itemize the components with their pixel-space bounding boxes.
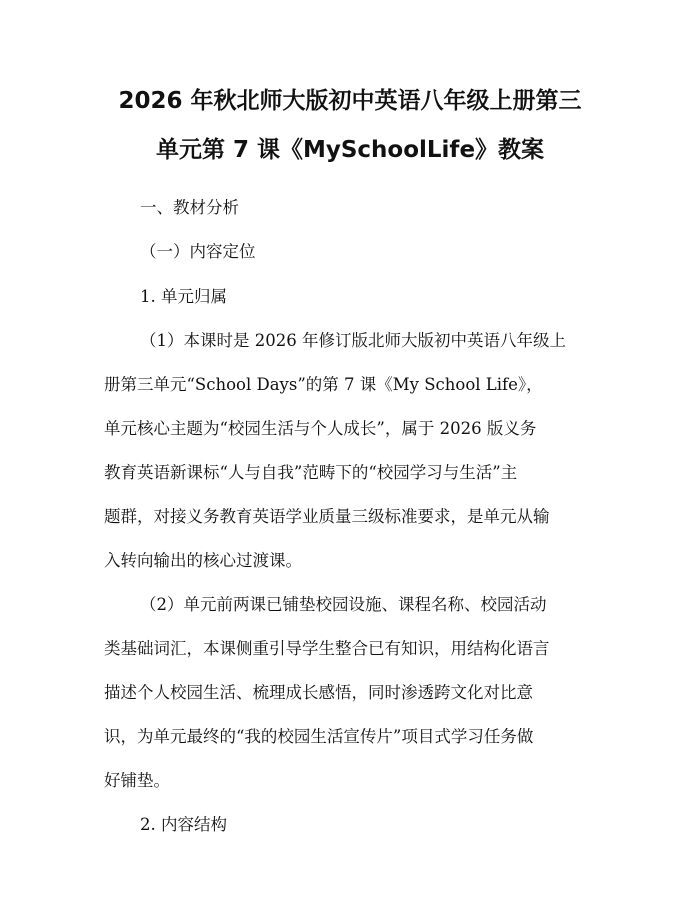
paragraph-1-line-5: 题群，对接义务教育英语学业质量三级标准要求，是单元从输 — [104, 507, 550, 526]
paragraph-1-line-2: 册第三单元“School Days”的第 7 课《My School Life》， — [104, 375, 543, 394]
paragraph-2-line-4: 识，为单元最终的“我的校园生活宣传片”项目式学习任务做 — [104, 727, 534, 746]
paragraph-2-line-1: （2）单元前两课已铺垫校园设施、课程名称、校园活动 — [140, 595, 547, 614]
paragraph-2-line-5: 好铺垫。 — [104, 771, 170, 790]
paragraph-1-line-6: 入转向输出的核心过渡课。 — [104, 551, 302, 570]
item-heading-2: 2. 内容结构 — [140, 815, 227, 834]
paragraph-2-line-2: 类基础词汇，本课侧重引导学生整合已有知识，用结构化语言 — [104, 639, 550, 658]
paragraph-1-line-3: 单元核心主题为“校园生活与个人成长”，属于 2026 版义务 — [104, 419, 537, 438]
document-title-line-1: 2026 年秋北师大版初中英语八年级上册第三 — [118, 88, 582, 114]
paragraph-2-line-3: 描述个人校园生活、梳理成长感悟，同时渗透跨文化对比意 — [104, 683, 533, 702]
subsection-heading: （一）内容定位 — [140, 242, 256, 261]
document-title-line-2: 单元第 7 课《MySchoolLife》教案 — [155, 137, 545, 163]
paragraph-1-line-1: （1）本课时是 2026 年修订版北师大版初中英语八年级上 — [140, 331, 566, 350]
item-heading-1: 1. 单元归属 — [140, 287, 227, 306]
section-heading: 一、教材分析 — [140, 198, 239, 217]
paragraph-1-line-4: 教育英语新课标“人与自我”范畴下的“校园学习与生活”主 — [104, 463, 518, 482]
